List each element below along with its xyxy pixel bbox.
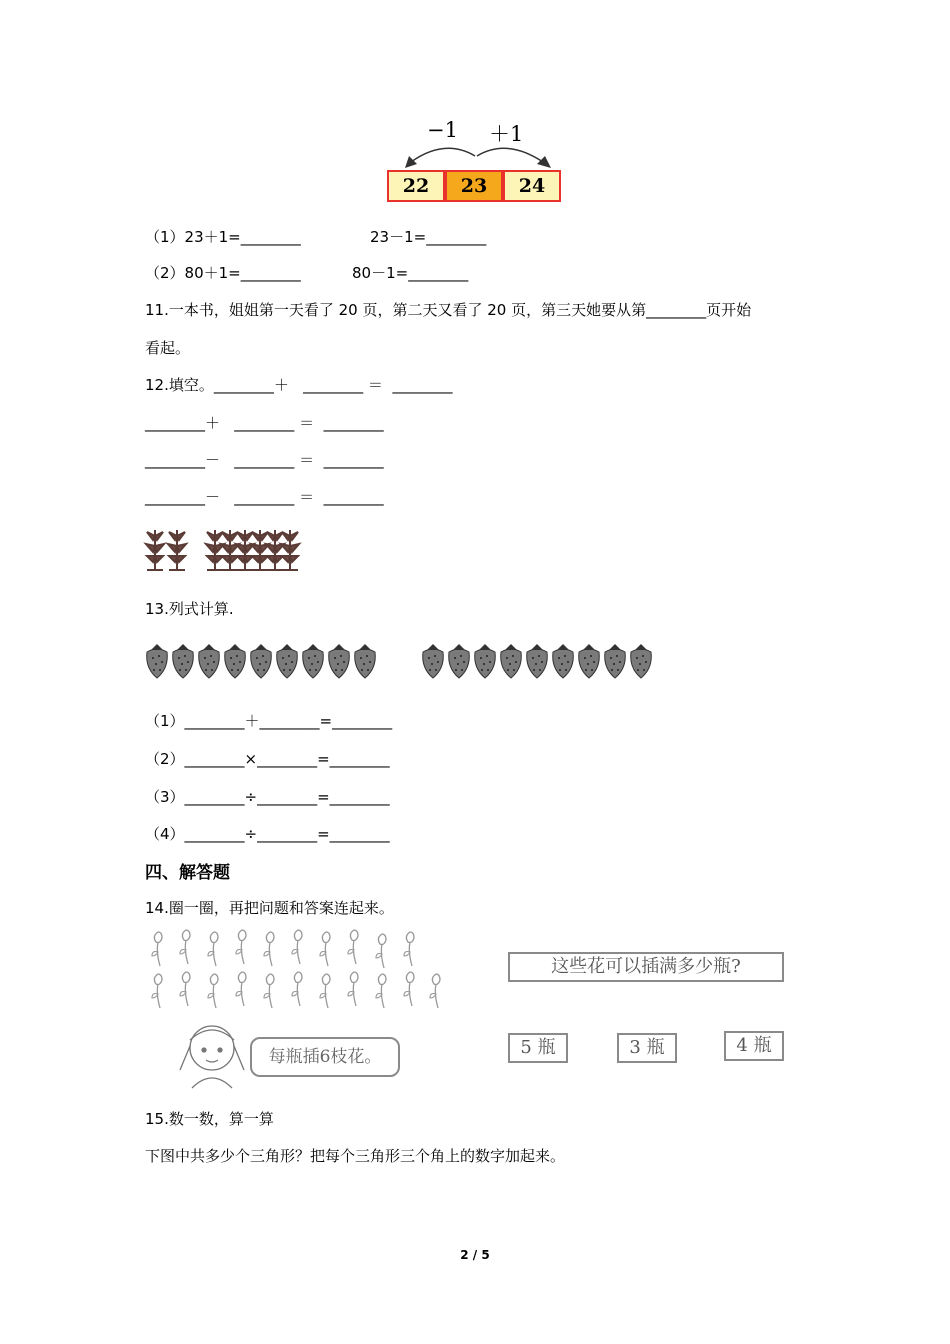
q13-answer-3: （3）________÷________=________ <box>145 788 390 806</box>
q15-text: 下图中共多少个三角形？把每个三角形三个角上的数字加起来。 <box>145 1147 566 1165</box>
q13-answer-1: （1）________＋________=________ <box>145 712 393 730</box>
q13-answer-4: （4）________÷________=________ <box>145 825 390 843</box>
q12-line3: ________－ ________ ＝ ________ <box>145 451 384 469</box>
q10-row1-a: （1）23＋1=________ <box>145 228 301 246</box>
q13-answer-2: （2）________×________=________ <box>145 750 390 768</box>
plants-illustration <box>143 522 303 574</box>
question-box: 这些花可以插满多少瓶? <box>508 952 784 982</box>
cell-24: 24 <box>503 170 561 202</box>
q15-title: 15.数一数，算一算 <box>145 1110 274 1128</box>
answer-option-3: 3 瓶 <box>617 1033 677 1063</box>
section-heading: 四、解答题 <box>145 863 230 883</box>
q12-line2: ________＋ ________ ＝ ________ <box>145 414 384 432</box>
q13-title: 13.列式计算. <box>145 600 234 618</box>
q10-row1-b: 23－1=________ <box>370 228 487 246</box>
q14-title: 14.圈一圈，再把问题和答案连起来。 <box>145 899 394 917</box>
q12-line1: 12.填空。________＋ ________ ＝ ________ <box>145 376 453 394</box>
q11-line1: 11.一本书，姐姐第一天看了 20 页，第二天又看了 20 页，第三天她要从第________页开始 <box>145 301 752 319</box>
answer-option-5: 5 瓶 <box>508 1033 568 1063</box>
answer-option-4: 4 瓶 <box>724 1031 784 1061</box>
strawberries-illustration <box>145 640 665 682</box>
q10-row2-b: 80－1=________ <box>352 264 469 282</box>
number-strip-figure <box>385 118 567 210</box>
q11-line2: 看起。 <box>145 339 191 357</box>
cell-22: 22 <box>387 170 445 202</box>
speech-bubble: 每瓶插6枝花。 <box>250 1037 400 1077</box>
minus-one-label: −1 <box>427 118 458 142</box>
page-number: 2 / 5 <box>460 1248 490 1262</box>
q12-line4: ________－ ________ ＝ ________ <box>145 488 384 506</box>
arrows <box>385 138 567 174</box>
plus-one-label: ＋1 <box>489 122 524 146</box>
q10-row2-a: （2）80＋1=________ <box>145 264 301 282</box>
cell-23: 23 <box>445 170 503 202</box>
